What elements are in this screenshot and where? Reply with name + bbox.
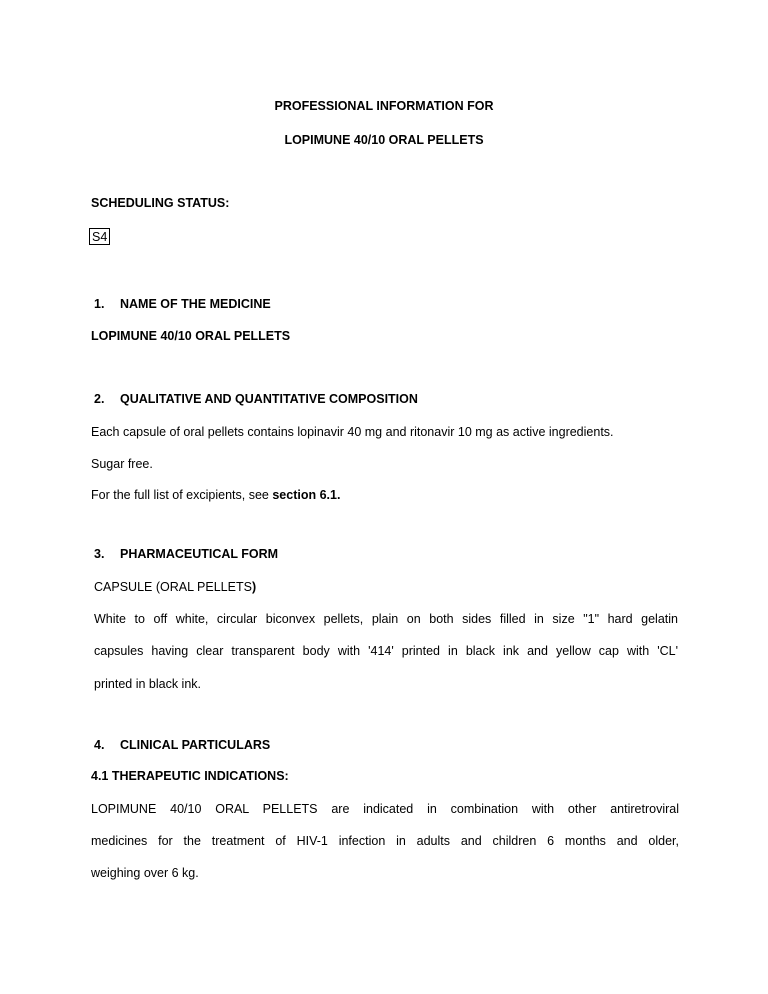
scheduling-status-badge: S4 [89, 228, 110, 245]
section-1-body: LOPIMUNE 40/10 ORAL PELLETS [91, 329, 291, 343]
form-paren: ) [251, 580, 257, 594]
excipients-text [91, 488, 340, 502]
document-subtitle: LOPIMUNE 40/10 ORAL PELLETS [284, 133, 484, 147]
section-3-heading [94, 547, 278, 561]
indications-line-3: weighing over 6 kg. [91, 866, 199, 880]
section-4-number: 4. [94, 738, 105, 752]
section-3-number: 3. [94, 547, 105, 561]
description-line-3: printed in black ink. [94, 677, 202, 691]
scheduling-status-label: SCHEDULING STATUS: [91, 196, 230, 210]
section-2-heading [94, 392, 418, 406]
section-1-heading [94, 297, 271, 311]
form-text: CAPSULE (ORAL PELLETS [94, 580, 252, 594]
section-4-title: CLINICAL PARTICULARS [120, 738, 271, 752]
pharmaceutical-form-text [94, 580, 256, 594]
section-2-title: QUALITATIVE AND QUANTITATIVE COMPOSITION [120, 392, 418, 406]
sugar-free-text: Sugar free. [91, 457, 153, 471]
section-4-heading [94, 738, 270, 752]
section-2-number: 2. [94, 392, 105, 406]
document-title: PROFESSIONAL INFORMATION FOR [274, 99, 494, 113]
description-line-2: capsules having clear transparent body with '414' printed in black ink and yellow cap with 'CL' [94, 644, 678, 658]
indications-line-1: LOPIMUNE 40/10 ORAL PELLETS are indicated in combination with other antiretroviral [91, 802, 679, 816]
section-1-number: 1. [94, 297, 105, 311]
section-1-title: NAME OF THE MEDICINE [120, 297, 271, 311]
section-3-title: PHARMACEUTICAL FORM [120, 547, 279, 561]
excipients-prefix: For the full list of excipients, see [91, 488, 273, 502]
excipients-section-ref: section 6.1. [272, 488, 341, 502]
therapeutic-indications-heading: 4.1 THERAPEUTIC INDICATIONS: [91, 769, 289, 783]
composition-text: Each capsule of oral pellets contains lopinavir 40 mg and ritonavir 10 mg as active ingredients. [91, 425, 614, 439]
indications-line-2: medicines for the treatment of HIV-1 infection in adults and children 6 months and older, [91, 834, 679, 848]
description-line-1: White to off white, circular biconvex pellets, plain on both sides filled in size "1" hard gelatin [94, 612, 678, 626]
